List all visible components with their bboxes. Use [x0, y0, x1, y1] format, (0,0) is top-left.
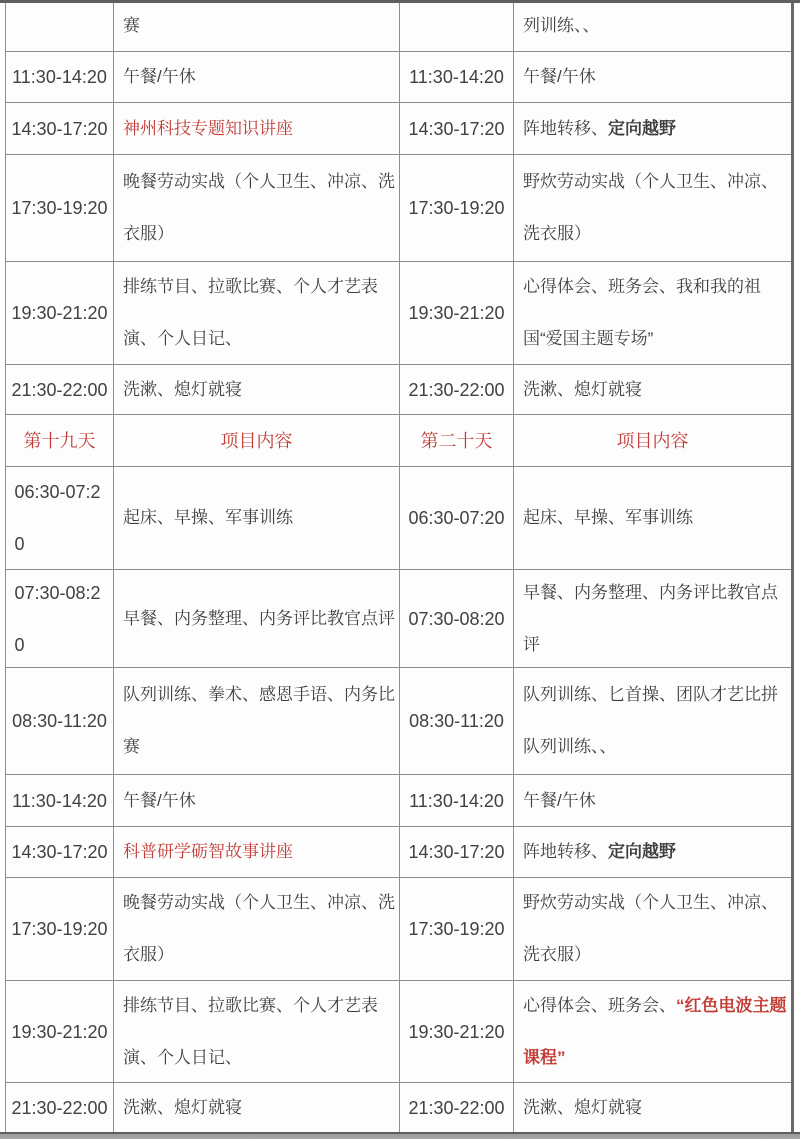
- activity-label: [523, 878, 787, 980]
- time-cell: [400, 365, 514, 414]
- day-header-cell: [400, 415, 514, 466]
- schedule-row: [6, 365, 791, 415]
- time-cell: [400, 668, 514, 774]
- activity-text: 起床、早操、军事训练: [123, 508, 293, 527]
- time-cell: [6, 827, 114, 877]
- highlighted-activity-text: 科普研学砺智故事讲座: [123, 842, 293, 861]
- content-header-cell: [114, 415, 400, 466]
- schedule-row: [6, 570, 791, 668]
- table-bottom-edge: [0, 1132, 800, 1139]
- activity-text: 早餐、内务整理、内务评比教官点评: [123, 608, 395, 628]
- activity-text: 野炊劳动实战（个人卫生、冲凉、洗衣服）: [523, 172, 778, 243]
- time-cell: [400, 827, 514, 877]
- activity-cell: [114, 0, 400, 51]
- time-label: 19:30-21:20: [408, 303, 505, 323]
- activity-label: [523, 570, 787, 667]
- activity-text: 晚餐劳动实战（个人卫生、冲凉、洗衣服）: [123, 893, 395, 964]
- time-label: 14:30-17:20: [11, 842, 108, 862]
- activity-cell: [114, 878, 400, 980]
- activity-cell: [114, 467, 400, 569]
- activity-cell: [514, 0, 791, 51]
- time-cell: [400, 155, 514, 261]
- activity-cell: [114, 570, 400, 667]
- activity-cell: [514, 467, 791, 569]
- activity-text: 心得体会、班务会、: [523, 995, 676, 1015]
- activity-cell: [514, 52, 791, 102]
- activity-text: 洗漱、熄灯就寝: [123, 1097, 242, 1117]
- time-label: 14:30-17:20: [11, 118, 108, 139]
- time-cell: [6, 467, 114, 569]
- time-label: 14:30-17:20: [408, 842, 505, 862]
- activity-text: 阵地转移、: [523, 842, 608, 861]
- activity-text: 野炊劳动实战（个人卫生、冲凉、洗衣服）: [523, 893, 778, 964]
- day-header-row: [6, 415, 791, 467]
- activity-cell: [114, 365, 400, 414]
- activity-text: 赛: [123, 15, 140, 35]
- activity-label: [523, 775, 787, 826]
- time-text-wrapped: 06:30-07:20: [14, 482, 101, 554]
- time-label: 21:30-22:00: [11, 379, 108, 400]
- schedule-row: [6, 775, 791, 827]
- activity-label: [523, 156, 787, 260]
- activity-cell: [114, 981, 400, 1082]
- activity-label: [123, 1083, 395, 1132]
- time-cell: [400, 775, 514, 826]
- highlighted-activity-text: 神州科技专题知识讲座: [123, 118, 293, 138]
- schedule-row: [6, 827, 791, 878]
- time-cell: [6, 103, 114, 154]
- activity-label: [123, 593, 395, 645]
- time-label: 06:30-07:20: [408, 508, 505, 528]
- content-header-label: 项目内容: [616, 430, 689, 451]
- activity-text: 午餐/午休: [523, 67, 596, 86]
- time-cell: [400, 467, 514, 569]
- time-label: 11:30-14:20: [12, 790, 107, 811]
- day-header-cell: [6, 415, 114, 466]
- activity-label: [523, 1083, 787, 1132]
- activity-label: [123, 981, 395, 1082]
- activity-text: 列训练、、: [523, 15, 600, 35]
- activity-label: [523, 981, 787, 1082]
- activity-cell: [114, 1083, 400, 1132]
- time-text-wrapped: 07:30-08:20: [14, 582, 101, 655]
- time-label: 19:30-21:20: [11, 303, 108, 323]
- time-label: 11:30-14:20: [409, 67, 504, 87]
- content-header-cell: [514, 415, 791, 466]
- schedule-row: [6, 981, 791, 1083]
- time-cell: [400, 52, 514, 102]
- activity-cell: [114, 827, 400, 877]
- activity-label: [123, 827, 395, 877]
- activity-cell: [514, 570, 791, 667]
- time-label: 21:30-22:00: [408, 1097, 505, 1118]
- activity-label: [123, 365, 395, 414]
- time-label: [15, 570, 105, 667]
- activity-label: [523, 827, 787, 877]
- activity-text: 午餐/午休: [123, 67, 196, 86]
- activity-text: 定向越野: [608, 118, 676, 138]
- activity-label: [523, 262, 787, 364]
- activity-label: [123, 156, 395, 260]
- activity-cell: [114, 155, 400, 261]
- time-label: 14:30-17:20: [408, 118, 505, 139]
- time-cell: [400, 262, 514, 364]
- activity-label: [123, 103, 395, 154]
- time-label: 21:30-22:00: [11, 1097, 108, 1118]
- time-label: 07:30-08:20: [408, 608, 505, 629]
- time-label: 17:30-19:20: [408, 919, 505, 939]
- day-header-label: 第十九天: [23, 430, 96, 451]
- highlighted-activity-text: “红色电波主题课程”: [523, 995, 787, 1067]
- activity-label: [123, 878, 395, 980]
- activity-cell: [514, 878, 791, 980]
- activity-label: [523, 52, 787, 102]
- activity-cell: [514, 668, 791, 774]
- time-cell: [400, 981, 514, 1082]
- time-label: 21:30-22:00: [408, 379, 505, 400]
- activity-label: [523, 669, 787, 773]
- time-label: 11:30-14:20: [12, 67, 107, 87]
- schedule-row: [6, 262, 791, 365]
- activity-text: 早餐、内务整理、内务评比教官点评: [523, 582, 778, 654]
- activity-text: 洗漱、熄灯就寝: [523, 1097, 642, 1117]
- activity-text: 队列训练、匕首操、团队才艺比拼队列训练、、: [523, 685, 778, 756]
- activity-cell: [114, 52, 400, 102]
- activity-cell: [114, 775, 400, 826]
- time-cell: [6, 0, 114, 51]
- schedule-row: [6, 155, 791, 262]
- time-cell: [400, 103, 514, 154]
- activity-label: [123, 775, 395, 826]
- time-label: [15, 467, 105, 569]
- schedule-row: [6, 668, 791, 775]
- activity-cell: [514, 103, 791, 154]
- activity-label: [123, 669, 395, 773]
- time-cell: [6, 155, 114, 261]
- time-cell: [6, 1083, 114, 1132]
- time-label: 19:30-21:20: [11, 1021, 108, 1042]
- activity-text: 定向越野: [608, 842, 676, 861]
- activity-cell: [114, 103, 400, 154]
- time-label: 11:30-14:20: [409, 790, 504, 811]
- time-label: 17:30-19:20: [11, 198, 108, 218]
- time-cell: [6, 775, 114, 826]
- activity-cell: [514, 775, 791, 826]
- activity-cell: [514, 155, 791, 261]
- schedule-row: [6, 1083, 791, 1132]
- schedule-row: [6, 0, 791, 52]
- activity-text: 排练节目、拉歌比赛、个人才艺表演、个人日记、: [123, 277, 378, 348]
- activity-text: 洗漱、熄灯就寝: [123, 379, 242, 399]
- activity-cell: [514, 981, 791, 1082]
- activity-text: 午餐/午休: [123, 790, 196, 810]
- activity-cell: [514, 827, 791, 877]
- activity-label: [523, 0, 787, 51]
- time-label: 17:30-19:20: [408, 198, 505, 218]
- time-cell: [400, 1083, 514, 1132]
- time-cell: [6, 570, 114, 667]
- table-top-edge: [0, 0, 800, 3]
- content-header-label: 项目内容: [220, 430, 293, 451]
- time-cell: [400, 570, 514, 667]
- time-cell: [6, 52, 114, 102]
- time-cell: [6, 668, 114, 774]
- schedule-row: [6, 103, 791, 155]
- activity-cell: [514, 365, 791, 414]
- activity-text: 队列训练、拳术、感恩手语、内务比赛: [123, 685, 395, 756]
- schedule-row: [6, 467, 791, 570]
- activity-label: [123, 52, 395, 102]
- schedule-table: [5, 0, 794, 1132]
- time-cell: [400, 878, 514, 980]
- schedule-row: [6, 52, 791, 103]
- activity-cell: [514, 1083, 791, 1132]
- activity-label: [123, 0, 395, 51]
- activity-cell: [114, 262, 400, 364]
- schedule-row: [6, 878, 791, 981]
- time-label: 19:30-21:20: [408, 1021, 505, 1042]
- activity-text: 晚餐劳动实战（个人卫生、冲凉、洗衣服）: [123, 172, 395, 243]
- time-cell: [6, 981, 114, 1082]
- activity-cell: [514, 262, 791, 364]
- time-label: 08:30-11:20: [409, 711, 504, 731]
- activity-label: [523, 492, 787, 544]
- activity-label: [123, 262, 395, 364]
- activity-text: 洗漱、熄灯就寝: [523, 379, 642, 399]
- activity-text: 午餐/午休: [523, 790, 596, 810]
- time-label: 17:30-19:20: [11, 919, 108, 939]
- day-header-label: 第二十天: [420, 430, 493, 451]
- time-cell: [6, 262, 114, 364]
- time-label: 08:30-11:20: [12, 711, 107, 731]
- activity-label: [523, 103, 787, 154]
- activity-text: 阵地转移、: [523, 118, 608, 138]
- activity-text: 心得体会、班务会、我和我的祖国“爱国主题专场”: [523, 277, 761, 348]
- time-cell: [6, 878, 114, 980]
- activity-label: [523, 365, 787, 414]
- time-cell: [400, 0, 514, 51]
- activity-text: 排练节目、拉歌比赛、个人才艺表演、个人日记、: [123, 995, 378, 1067]
- activity-cell: [114, 668, 400, 774]
- activity-label: [123, 492, 395, 544]
- activity-text: 起床、早操、军事训练: [523, 508, 693, 527]
- time-cell: [6, 365, 114, 414]
